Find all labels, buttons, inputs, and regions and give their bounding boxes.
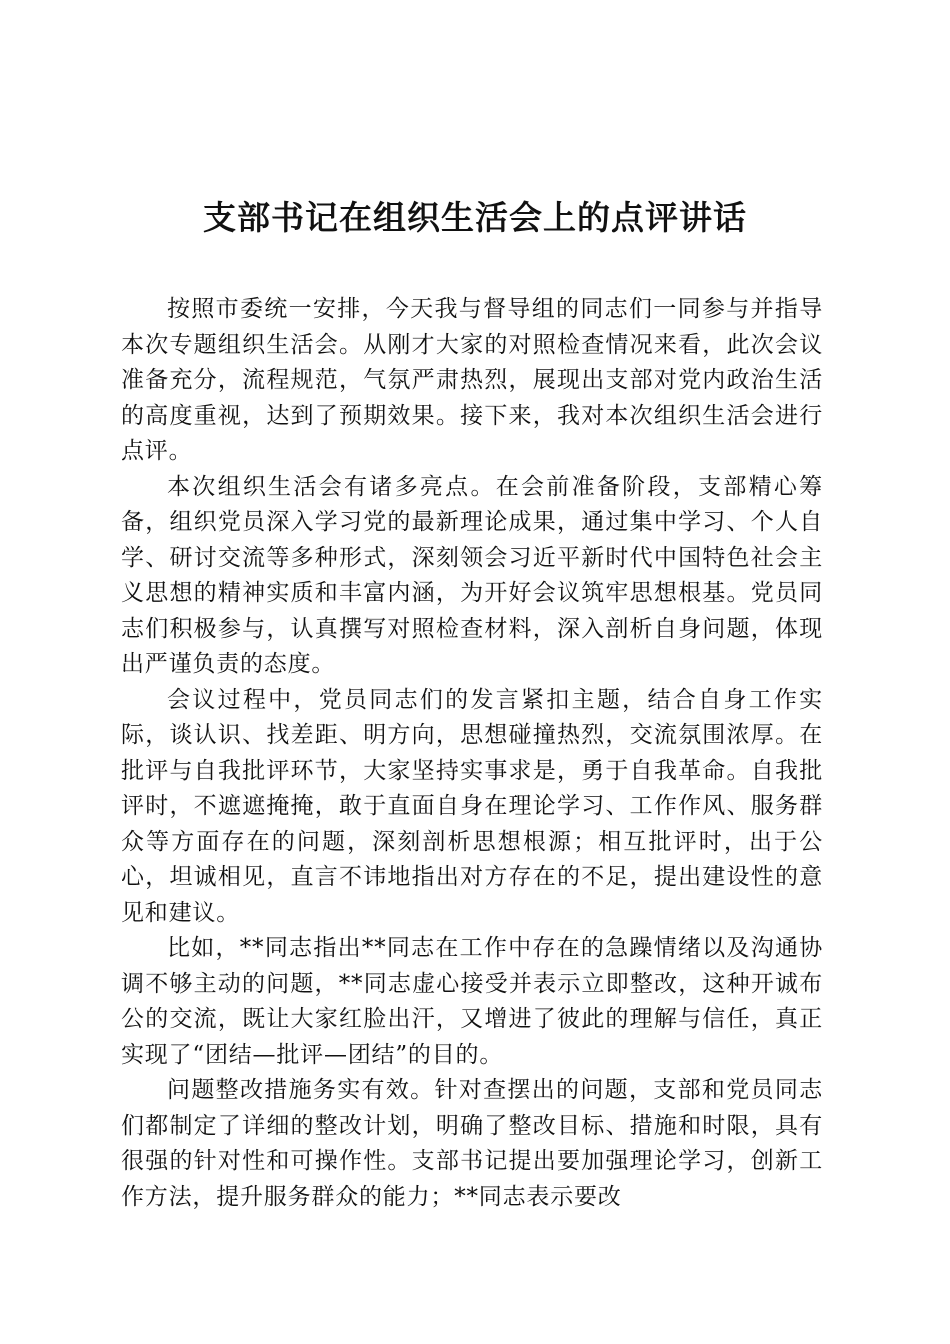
document-body bbox=[121, 292, 823, 1215]
paragraph-rectification: 问题整改措施务实有效。针对查摆出的问题，支部和党员同志们都制定了详细的整改计划，明确了整改目标、措施和时限，具有很强的针对性和可操作性。支部书记提出要加强理论学习，创新工作方法，提升服务群众的能力；**同志表示要改 bbox=[121, 1077, 823, 1210]
document-title: 支部书记在组织生活会上的点评讲话 bbox=[203, 198, 747, 237]
paragraph-opening: 按照市委统一安排，今天我与督导组的同志们一同参与并指导本次专题组织生活会。从刚才大家的对照检查情况来看，此次会议准备充分，流程规范，气氛严肃热烈，展现出支部对党内政治生活的高度重视，达到了预期效果。接下来，我对本次组织生活会进行点评。 bbox=[121, 296, 823, 464]
paragraph-example: 比如，**同志指出**同志在工作中存在的急躁情绪以及沟通协调不够主动的问题，**同志虚心接受并表示立即整改，这种开诚布公的交流，既让大家红脸出汗，又增进了彼此的理解与信任，真正实现了“团结—批评—团结”的目的。 bbox=[121, 935, 823, 1068]
paragraph-highlights: 本次组织生活会有诸多亮点。在会前准备阶段，支部精心筹备，组织党员深入学习党的最新理论成果，通过集中学习、个人自学、研讨交流等多种形式，深刻领会习近平新时代中国特色社会主义思想的精神实质和丰富内涵，为开好会议筑牢思想根基。党员同志们积极参与，认真撰写对照检查材料，深入剖析自身问题，体现出严谨负责的态度。 bbox=[121, 473, 823, 677]
paragraph-meeting-process: 会议过程中，党员同志们的发言紧扣主题，结合自身工作实际，谈认识、找差距、明方向，思想碰撞热烈，交流氛围浓厚。在批评与自我批评环节，大家坚持实事求是，勇于自我革命。自我批评时，不遮遮掩掩，敢于直面自身在理论学习、工作作风、服务群众等方面存在的问题，深刻剖析思想根源；相互批评时，出于公心，坦诚相见，直言不讳地指出对方存在的不足，提出建设性的意见和建议。 bbox=[121, 686, 823, 926]
